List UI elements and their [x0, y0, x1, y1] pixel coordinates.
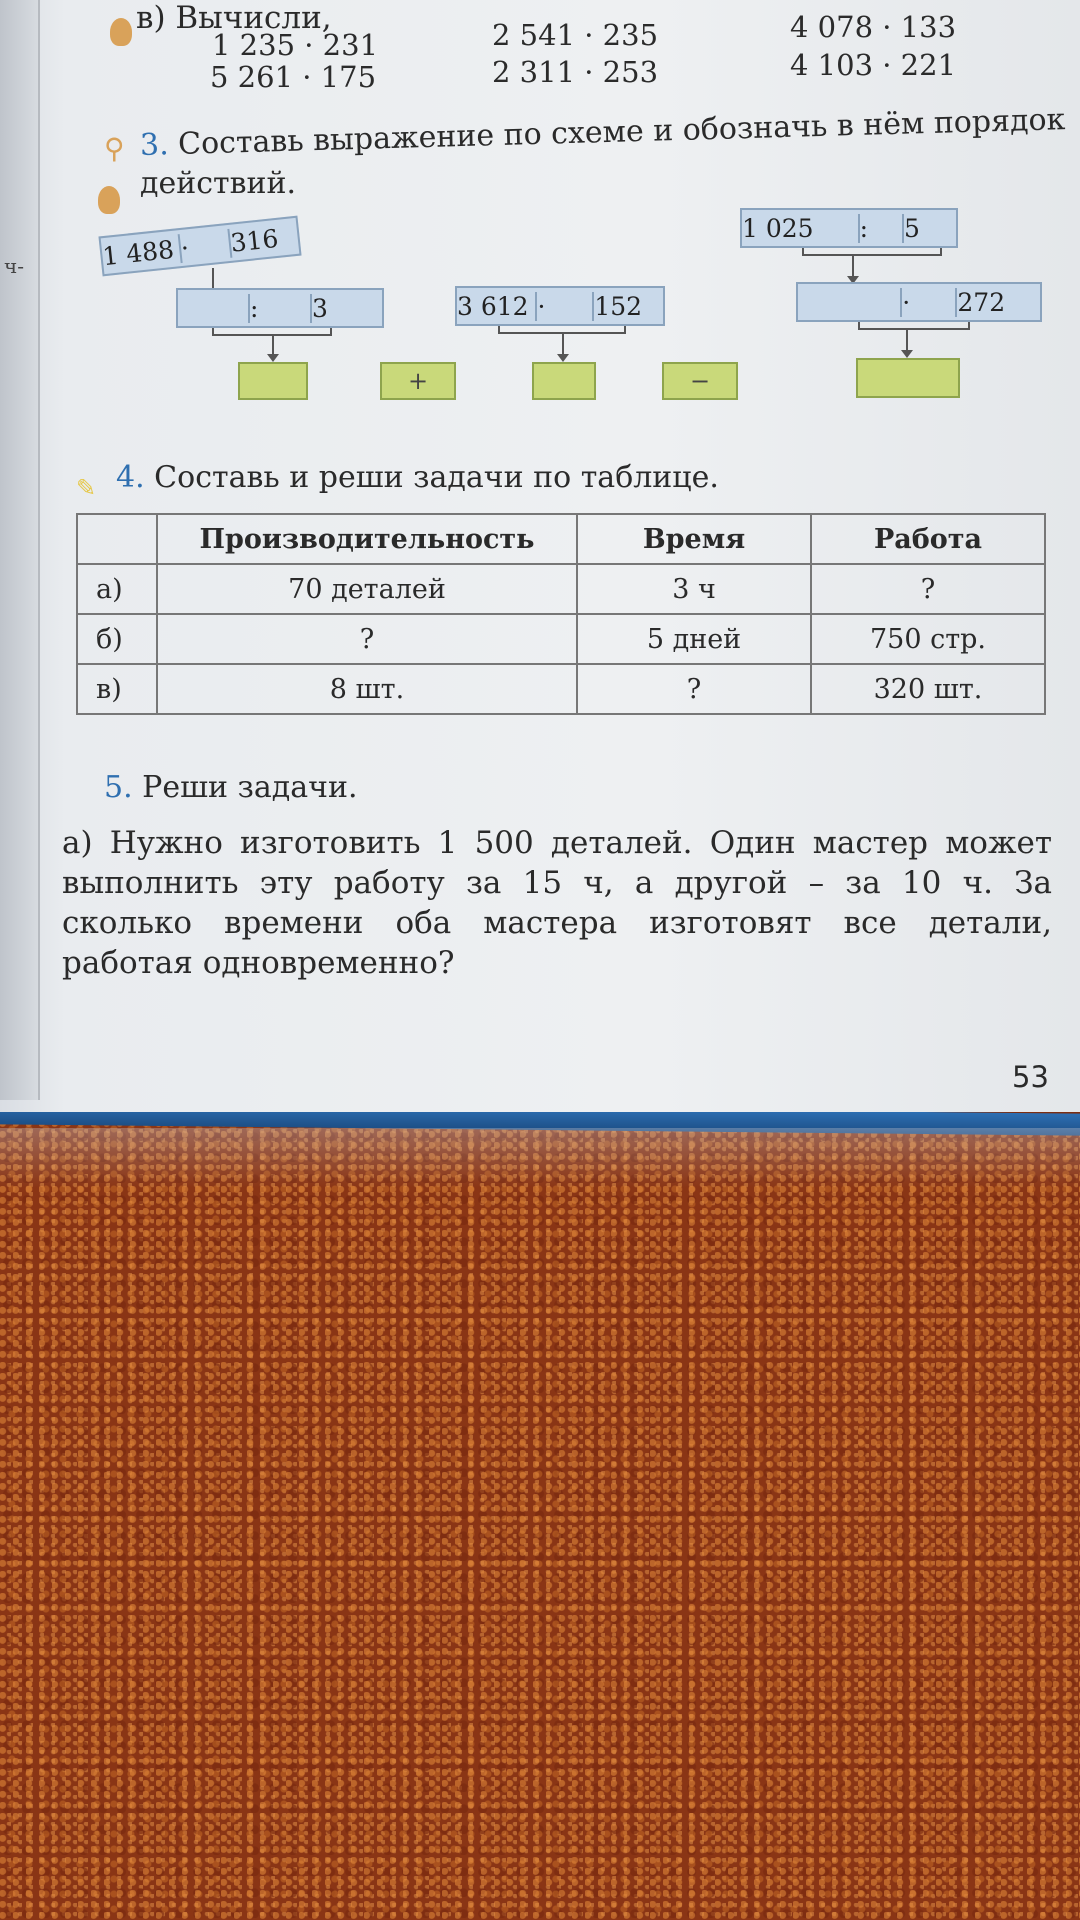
scheme-result-1 — [238, 362, 308, 400]
table-row-label: а) — [77, 564, 157, 614]
table-corner-cell — [77, 514, 157, 564]
table-cell: 8 шт. — [157, 664, 577, 714]
scheme-bracket-1 — [212, 328, 332, 336]
scheme-arrow-3 — [562, 334, 564, 356]
scheme-result-3 — [856, 358, 960, 398]
bear-icon-2 — [98, 186, 120, 214]
calc-2-2: 2 311 · 253 — [492, 55, 659, 89]
scheme-d1: 1 025 — [742, 213, 814, 243]
scheme-c1: 3 612 — [457, 291, 529, 321]
scheme-result-2 — [532, 362, 596, 400]
scheme-box-c — [455, 286, 665, 326]
scheme-e2: 272 — [957, 287, 1006, 317]
scheme-e-op: · — [900, 288, 957, 317]
table-cell: ? — [577, 664, 811, 714]
table-cell: 3 ч — [577, 564, 811, 614]
scheme-b-op: : — [248, 294, 312, 323]
scheme-a-op: · — [177, 228, 232, 262]
scheme-box-d — [740, 208, 958, 248]
table-header-cell: Производительность — [157, 514, 577, 564]
task4-text: Составь и реши задачи по таблице. — [154, 460, 719, 495]
table-cell: 5 дней — [577, 614, 811, 664]
task4-number: 4. — [116, 460, 145, 495]
table-cell: ? — [157, 614, 577, 664]
task3-text-line2: действий. — [140, 166, 297, 201]
table-row — [77, 614, 1045, 664]
task5-heading — [104, 770, 358, 805]
scheme-arrow-2 — [272, 336, 274, 356]
task3-text-line1: Составь выражение по схеме и обозначь в нём порядок — [177, 102, 1066, 162]
scheme-a1: 1 488 — [101, 234, 176, 271]
scheme-arrow-4 — [852, 256, 854, 278]
scheme-d2: 5 — [903, 213, 920, 243]
task3-number: 3. — [139, 127, 170, 163]
task5-problem-a: а) Нужно изготовить 1 500 деталей. Один мастер может выполнить эту работу за 15 ч, а другой – за 10 ч. За сколько времени оба мастера изготовят все детали, работая одновременно? — [62, 825, 1052, 981]
scheme-bracket-3 — [802, 248, 942, 256]
table-header-cell: Время — [577, 514, 811, 564]
page-number: 53 — [1012, 1060, 1049, 1094]
scheme-c2: 152 — [594, 291, 643, 321]
table-row — [77, 664, 1045, 714]
scheme-bracket-4 — [858, 322, 970, 330]
scheme-b2: 3 — [312, 293, 328, 323]
left-page-edge — [0, 0, 40, 1100]
task4-table — [76, 513, 1046, 715]
key-icon: ⚲ — [104, 132, 125, 165]
scheme-minus: − — [662, 362, 738, 400]
task5-number: 5. — [104, 770, 133, 805]
scheme-arrow-5 — [906, 330, 908, 352]
calc-1-1: 1 235 · 231 — [212, 28, 379, 62]
plastic-cover-glare — [0, 1128, 1080, 1188]
scheme-box-a — [98, 216, 301, 277]
scheme-box-b — [176, 288, 384, 328]
task5-text: Реши задачи. — [142, 770, 358, 805]
task3-heading — [140, 102, 1066, 163]
carpet-background — [0, 1120, 1080, 1920]
scheme-a2: 316 — [229, 223, 280, 258]
scheme-arrow-1 — [212, 268, 214, 290]
left-page-text-fragment: ч- — [4, 254, 24, 278]
table-cell: ? — [811, 564, 1045, 614]
scheme-box-e — [796, 282, 1042, 322]
task4-heading — [116, 460, 719, 495]
table-header-cell: Работа — [811, 514, 1045, 564]
table-header-row — [77, 514, 1045, 564]
calc-1-2: 2 541 · 235 — [492, 18, 659, 52]
table-row-label: б) — [77, 614, 157, 664]
calc-2-1: 5 261 · 175 — [210, 60, 377, 94]
scheme-plus: + — [380, 362, 456, 400]
bear-icon — [110, 18, 132, 46]
table-row — [77, 564, 1045, 614]
table-row-label: в) — [77, 664, 157, 714]
pencil-icon: ✎ — [76, 474, 97, 502]
calc-2-3: 4 103 · 221 — [790, 48, 957, 82]
calc-1-3: 4 078 · 133 — [790, 10, 957, 44]
table-cell: 750 стр. — [811, 614, 1045, 664]
table-cell: 70 деталей — [157, 564, 577, 614]
scheme-c-op: · — [535, 292, 594, 321]
table-cell: 320 шт. — [811, 664, 1045, 714]
scheme-bracket-2 — [498, 326, 626, 334]
task2v-label: в) Вычисли, — [136, 0, 332, 36]
scheme-d-op: : — [858, 214, 904, 243]
